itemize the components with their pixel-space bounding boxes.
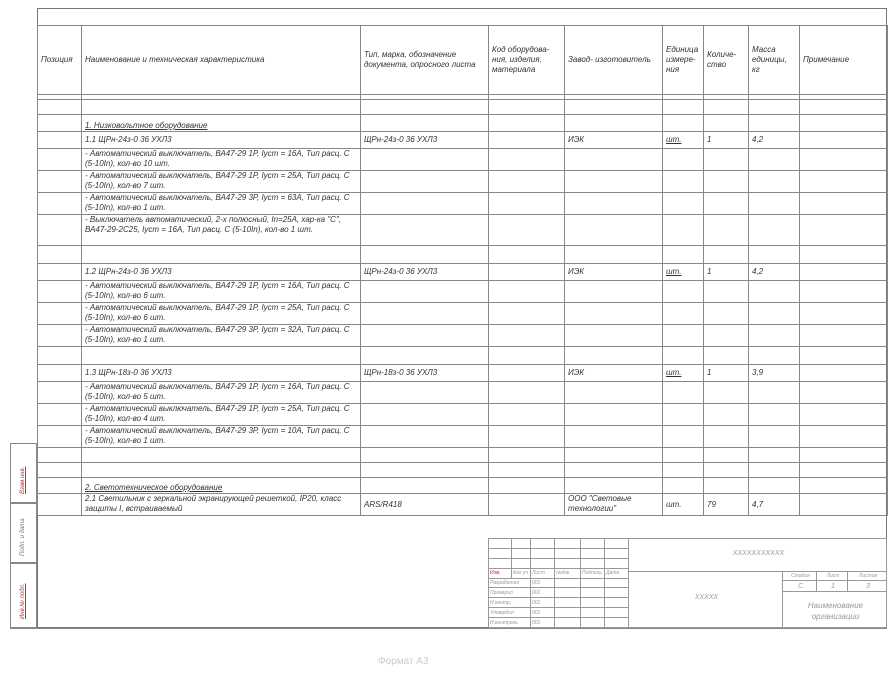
- stamp-code: 001: [531, 598, 555, 608]
- title-block: [488, 538, 887, 628]
- col-code: Код оборудова- ния, изделия, материала: [489, 26, 565, 95]
- title-block-header: [489, 568, 629, 578]
- stamp-col-label: №док: [555, 568, 581, 578]
- item-mass: 4,2: [749, 132, 800, 149]
- section-title: 1. Низковольтное оборудование: [82, 115, 361, 132]
- col-name: Наименование и техническая характеристика: [82, 26, 361, 95]
- item-mass: 3,9: [749, 365, 800, 382]
- col-type: Тип, марка, обозначение документа, опросного листа: [361, 26, 489, 95]
- stamp-code: 001: [531, 608, 555, 618]
- stamp-col-label: Кол.уч: [512, 568, 531, 578]
- stamp-col-label: Дата: [605, 568, 629, 578]
- item-detail: - Автоматический выключатель, ВА47-29 1Р, Iуст = 16А, Тип расц. С (5-10In), кол-во 5 шт.: [82, 382, 361, 404]
- table-row: [38, 193, 888, 215]
- section-row: [38, 478, 888, 494]
- table-row: [38, 494, 888, 516]
- item-detail: - Автоматический выключатель, ВА47-29 3Р, Iуст = 63А, Тип расц. С (5-10In), кол-во 1 шт.: [82, 193, 361, 215]
- stamp-col-label: Изм.: [489, 568, 512, 578]
- spacer-row: [38, 246, 888, 264]
- item-detail: - Автоматический выключатель, ВА47-29 1Р, Iуст = 16А, Тип расц. С (5-10In), кол-во 10 шт.: [82, 149, 361, 171]
- sheets-value: 3: [866, 583, 870, 590]
- item-unit: шт.: [663, 494, 704, 516]
- document-code: ХХХХХХХХХХХ: [732, 550, 785, 557]
- side-label-signature: Подп. и дата: [20, 518, 26, 556]
- stamp-col-label: Лист: [531, 568, 555, 578]
- item-maker: ИЭК: [565, 365, 663, 382]
- table-row: [38, 382, 888, 404]
- side-box-replacement: [10, 443, 37, 503]
- stamp-code: 001: [531, 618, 555, 628]
- col-unit: Единица измере- ния: [663, 26, 704, 95]
- item-name: 2.1 Светильник с зеркальной экранирующей решеткой, IP20, класс защиты I, встраиваемый: [82, 494, 361, 516]
- title-block-grid: [488, 538, 629, 628]
- item-mass: 4,7: [749, 494, 800, 516]
- col-note: Примечание: [800, 26, 888, 95]
- sheet-label: Лист: [826, 573, 840, 579]
- spacer-row: [38, 448, 888, 463]
- stamp-code: 001: [531, 578, 555, 588]
- item-name: 1.1 ЩРн-24з-0 36 УХЛ3: [82, 132, 361, 149]
- table-row: [38, 132, 888, 149]
- stamp-code: 001: [531, 588, 555, 598]
- item-name: 1.3 ЩРн-18з-0 36 УХЛ3: [82, 365, 361, 382]
- table-row: [38, 404, 888, 426]
- table-row: [38, 426, 888, 448]
- col-qty: Количе- ство: [704, 26, 749, 95]
- table-row: [38, 149, 888, 171]
- item-qty: 1: [704, 264, 749, 281]
- item-detail: - Автоматический выключатель, ВА47-29 3Р, Iуст = 10А, Тип расц. С (5-10In), кол-во 1 шт.: [82, 426, 361, 448]
- col-maker: Завод- изготовитель: [565, 26, 663, 95]
- section-title: 2. Светотехническое оборудование: [82, 478, 361, 494]
- spacer-row: [38, 347, 888, 365]
- side-box-signature: [10, 503, 37, 563]
- stamp-col-label: Подпись: [581, 568, 605, 578]
- organization-name: Наименование организации: [807, 601, 864, 621]
- item-detail: - Выключатель автоматический, 2-х полюсный, In=25А, хар-ка "С", ВА47-29-2С25, Iуст = 16А, Тип расц. С (5-10In), кол-во 1 шт.: [82, 215, 361, 246]
- title-center-box: [628, 571, 783, 628]
- header-row: [38, 26, 888, 95]
- item-type: ЩРн-24з-0 36 УХЛ3: [361, 264, 489, 281]
- item-qty: 1: [704, 365, 749, 382]
- item-name: 1.2 ЩРн-24з-0 36 УХЛ3: [82, 264, 361, 281]
- table-row: [38, 325, 888, 347]
- item-unit: шт.: [663, 264, 704, 281]
- side-label-inventory: Инв.№ подл.: [20, 583, 26, 619]
- stage-value: С: [797, 583, 804, 590]
- item-unit: шт.: [663, 365, 704, 382]
- item-detail: - Автоматический выключатель, ВА47-29 1Р, Iуст = 16А, Тип расц. С (5-10In), кол-во 6 шт.: [82, 281, 361, 303]
- organization-box: [782, 591, 887, 628]
- item-detail: - Автоматический выключатель, ВА47-29 3Р, Iуст = 32А, Тип расц. С (5-10In), кол-во 1 шт.: [82, 325, 361, 347]
- item-qty: 1: [704, 132, 749, 149]
- item-mass: 4,2: [749, 264, 800, 281]
- side-box-inventory: [10, 563, 37, 628]
- stamp-role: Н.контр.: [489, 598, 531, 608]
- sheet-format: Формат А3: [378, 656, 429, 667]
- item-detail: - Автоматический выключатель, ВА47-29 1Р, Iуст = 25А, Тип расц. С (5-10In), кол-во 7 шт.: [82, 171, 361, 193]
- title-code-box: [628, 538, 887, 572]
- col-position: Позиция: [38, 26, 82, 95]
- section-row: [38, 115, 888, 132]
- item-type: ARS/R418: [361, 494, 489, 516]
- item-maker: ИЭК: [565, 132, 663, 149]
- table-row: [38, 264, 888, 281]
- item-maker: ИЭК: [565, 264, 663, 281]
- item-type: ЩРн-18з-0 36 УХЛ3: [361, 365, 489, 382]
- table-row: [38, 171, 888, 193]
- item-detail: - Автоматический выключатель, ВА47-29 1Р, Iуст = 25А, Тип расц. С (5-10In), кол-во 4 шт.: [82, 404, 361, 426]
- table-row: [38, 303, 888, 325]
- stamp-role: Утвердил: [489, 608, 531, 618]
- table-row: [38, 281, 888, 303]
- spacer-row: [38, 463, 888, 478]
- table-row: [38, 365, 888, 382]
- item-unit: шт.: [663, 132, 704, 149]
- item-maker: ООО "Световые технологии": [565, 494, 663, 516]
- sheets-label: Листов: [858, 573, 878, 579]
- side-label-replacement: Взам.инв.: [20, 466, 26, 494]
- sheet-value: 1: [831, 583, 835, 590]
- item-detail: - Автоматический выключатель, ВА47-29 1Р, Iуст = 25А, Тип расц. С (5-10In), кол-во 6 шт.: [82, 303, 361, 325]
- bottom-line: [10, 628, 887, 629]
- stamp-role: Разработал: [489, 578, 531, 588]
- stamp-role: Проверил: [489, 588, 531, 598]
- col-mass: Масса единицы, кг: [749, 26, 800, 95]
- spacer-row: [38, 100, 888, 115]
- document-title: ХХХХХ: [694, 594, 719, 601]
- specification-table: [37, 25, 888, 516]
- stage-label: Стадия: [791, 573, 810, 579]
- item-type: ЩРн-24з-0 36 УХЛ3: [361, 132, 489, 149]
- item-qty: 79: [704, 494, 749, 516]
- table-row: [38, 215, 888, 246]
- stamp-role: Н.контроль: [489, 618, 531, 628]
